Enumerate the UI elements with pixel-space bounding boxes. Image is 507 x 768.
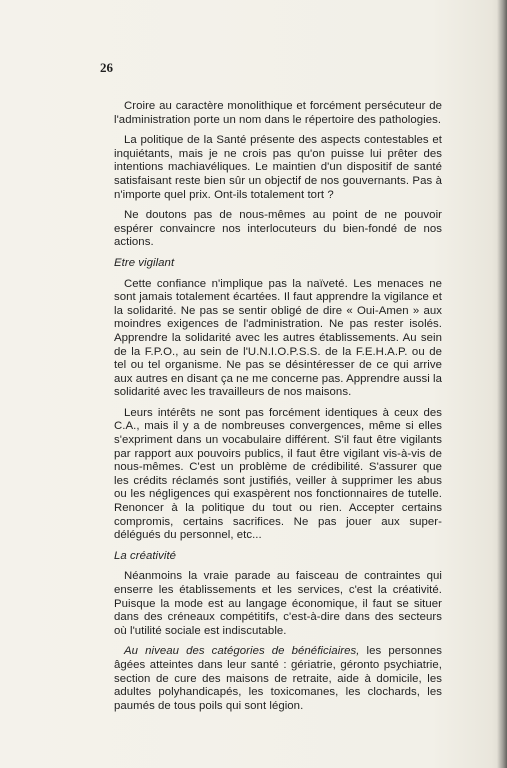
paragraph: Néanmoins la vraie parade au faisceau de contraintes qui enserre les établissements et les services, c'est la créativité. Puisque la mode est au langage économique, il faut se situer dans des créneaux compétitifs, c'est-à-dire dans des secteurs où l'utilité sociale est indiscutable. <box>114 570 442 637</box>
section-heading-creativite: La créativité <box>114 549 177 562</box>
book-spine-shadow <box>497 0 507 768</box>
paragraph-rest: les personnes âgées atteintes dans leur santé : gériatrie, géronto psychiatrie, section de cure des maisons de retraite, aide à domicile, les adultes polyhandicapés, les toxicomanes, les clochards, les paumés de tous poils qui sont légion. <box>114 645 442 712</box>
paragraph: Croire au caractère monolithique et forcément persécuteur de l'administration porte un nom dans le répertoire des pathologies. <box>114 100 442 126</box>
section-heading-vigilant: Etre vigilant <box>114 256 175 269</box>
paragraph: Leurs intérêts ne sont pas forcément identiques à ceux des C.A., mais il y a de nombreuses convergences, même si elles s'expriment dans un vocabulaire différent. S'il faut être vigilants par rapport aux pouvoirs publics, il faut être vigilant vis-à-vis de nous-mêmes. C'est un problème de crédibilité. S'assurer que les crédits réclamés sont justifiés, veiller à supprimer les abus ou les négligences qui exaspèrent nos fonctionnaires de tutelle. Renoncer à la politique du tout ou rien. Accepter certains compromis, certains sacrifices. Ne pas jouer aux super-délégués du personnel, etc... <box>114 406 442 542</box>
page-number: 26 <box>100 60 113 75</box>
paragraph-beneficiaires <box>114 645 442 713</box>
paragraph: La politique de la Santé présente des aspects contestables et inquiétants, mais je ne crois pas qu'on puisse lui prêter des intentions machiavéliques. Le maintien d'un dispositif de santé satisfaisant reste bien sûr un objectif de nos gouvernants. Pas à n'importe quel prix. Ont-ils totalement tort ? <box>114 134 442 201</box>
paragraph: Ne doutons pas de nous-mêmes au point de ne pouvoir espérer convaincre nos interlocuteurs du bien-fondé de nos actions. <box>114 209 442 249</box>
paragraph: Cette confiance n'implique pas la naïveté. Les menaces ne sont jamais totalement écartées. Il faut apprendre la vigilance et la solidarité. Ne pas se sentir obligé de dire « Oui-Amen » aux moindres exigences de l'administration. Ne pas rester isolés. Apprendre la solidarité avec les autres établissements. Au sein de la F.P.O., au sein de l'U.N.I.O.P.S.S. de la F.E.H.A.P. ou de tel ou tel organisme. Ne pas se désintéresser de ce qui arrive aux autres en disant ça ne me concerne pas. Apprendre aussi la solidarité avec les travailleurs de nos maisons. <box>114 277 442 399</box>
italic-intro: Au niveau des catégories de bénéficiaires, <box>124 645 360 658</box>
body-text <box>114 100 442 720</box>
